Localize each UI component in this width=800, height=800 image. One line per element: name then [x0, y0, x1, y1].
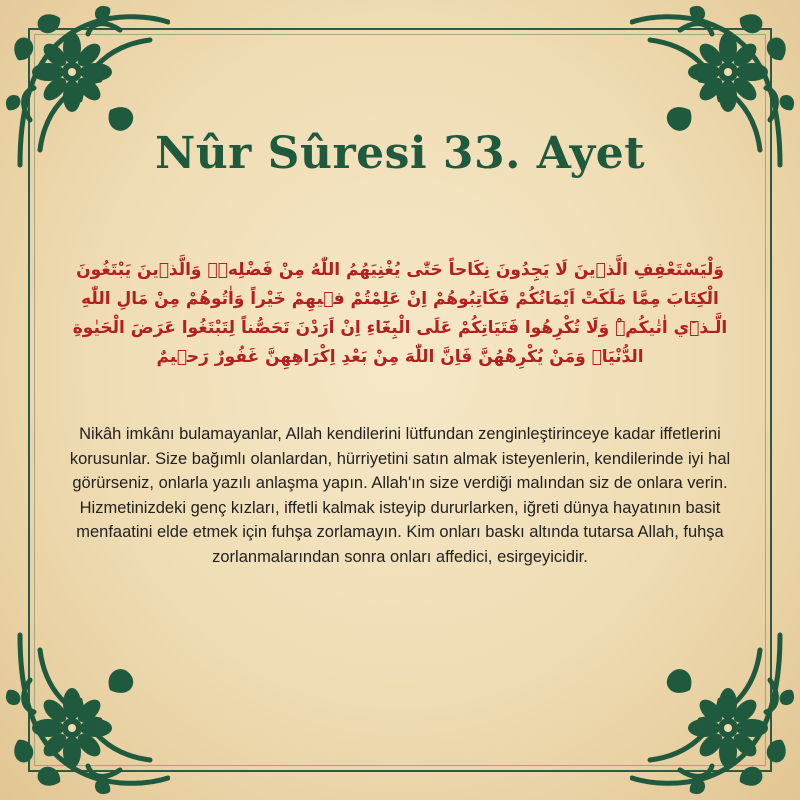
floral-corner-ornament-icon: [0, 630, 170, 800]
turkish-translation-text: Nikâh imkânı bulamayanlar, Allah kendilerini lütfundan zenginleştirinceye kadar iffetlerini korusunlar. Size bağımlı olanlardan, hürriyetini satın almak isteyenlerin, kendilerinde iyi hal görürseniz, onlarla yazılı anlaşma yapın. Allah'ın size verdiği malından siz de onlara verin. Hizmetinizdeki genç kızları, iffetli kalmak isteyip dururlarken, iğreti dünya hayatının basit menfaatini elde etmek için fuhşa zorlamayın. Kim onları baskı altında tutarsa Allah, fuhşa zorlanmalarından sonra onları affedici, esirgeyicidir.: [69, 425, 731, 566]
page-title: Nûr Sûresi 33. Ayet: [154, 128, 646, 179]
floral-corner-ornament-icon: [630, 630, 800, 800]
arabic-verse-text: وَلْيَسْتَعْفِفِ الَّذ۪ينَ لَا يَجِدُونَ نِكَاحاً حَتّٰى يُغْنِيَهُمُ اللّٰهُ مِنْ فَضْلِه۪ۜ وَالَّذ۪ينَ يَبْتَغُونَ الْكِتَابَ مِمَّا مَلَكَتْ اَيْمَانُكُمْ فَكَاتِبُوهُمْ اِنْ عَلِمْتُمْ ف۪يهِمْ خَيْراً وَاٰتُوهُمْ مِنْ مَالِ اللّٰهِ الَّـذ۪ٓي اٰتٰيكُمْۜ وَلَا تُكْرِهُوا فَتَيَاتِكُمْ عَلَى الْبِغَٓاءِ اِنْ اَرَدْنَ تَحَصُّناً لِتَبْتَغُوا عَرَضَ الْحَيٰوةِ الدُّنْيَاۜ وَمَنْ يُكْرِهْهُنَّ فَاِنَّ اللّٰهَ مِنْ بَعْدِ اِكْرَاهِهِنَّ غَفُورٌ رَح۪يمٌ: [72, 260, 728, 367]
